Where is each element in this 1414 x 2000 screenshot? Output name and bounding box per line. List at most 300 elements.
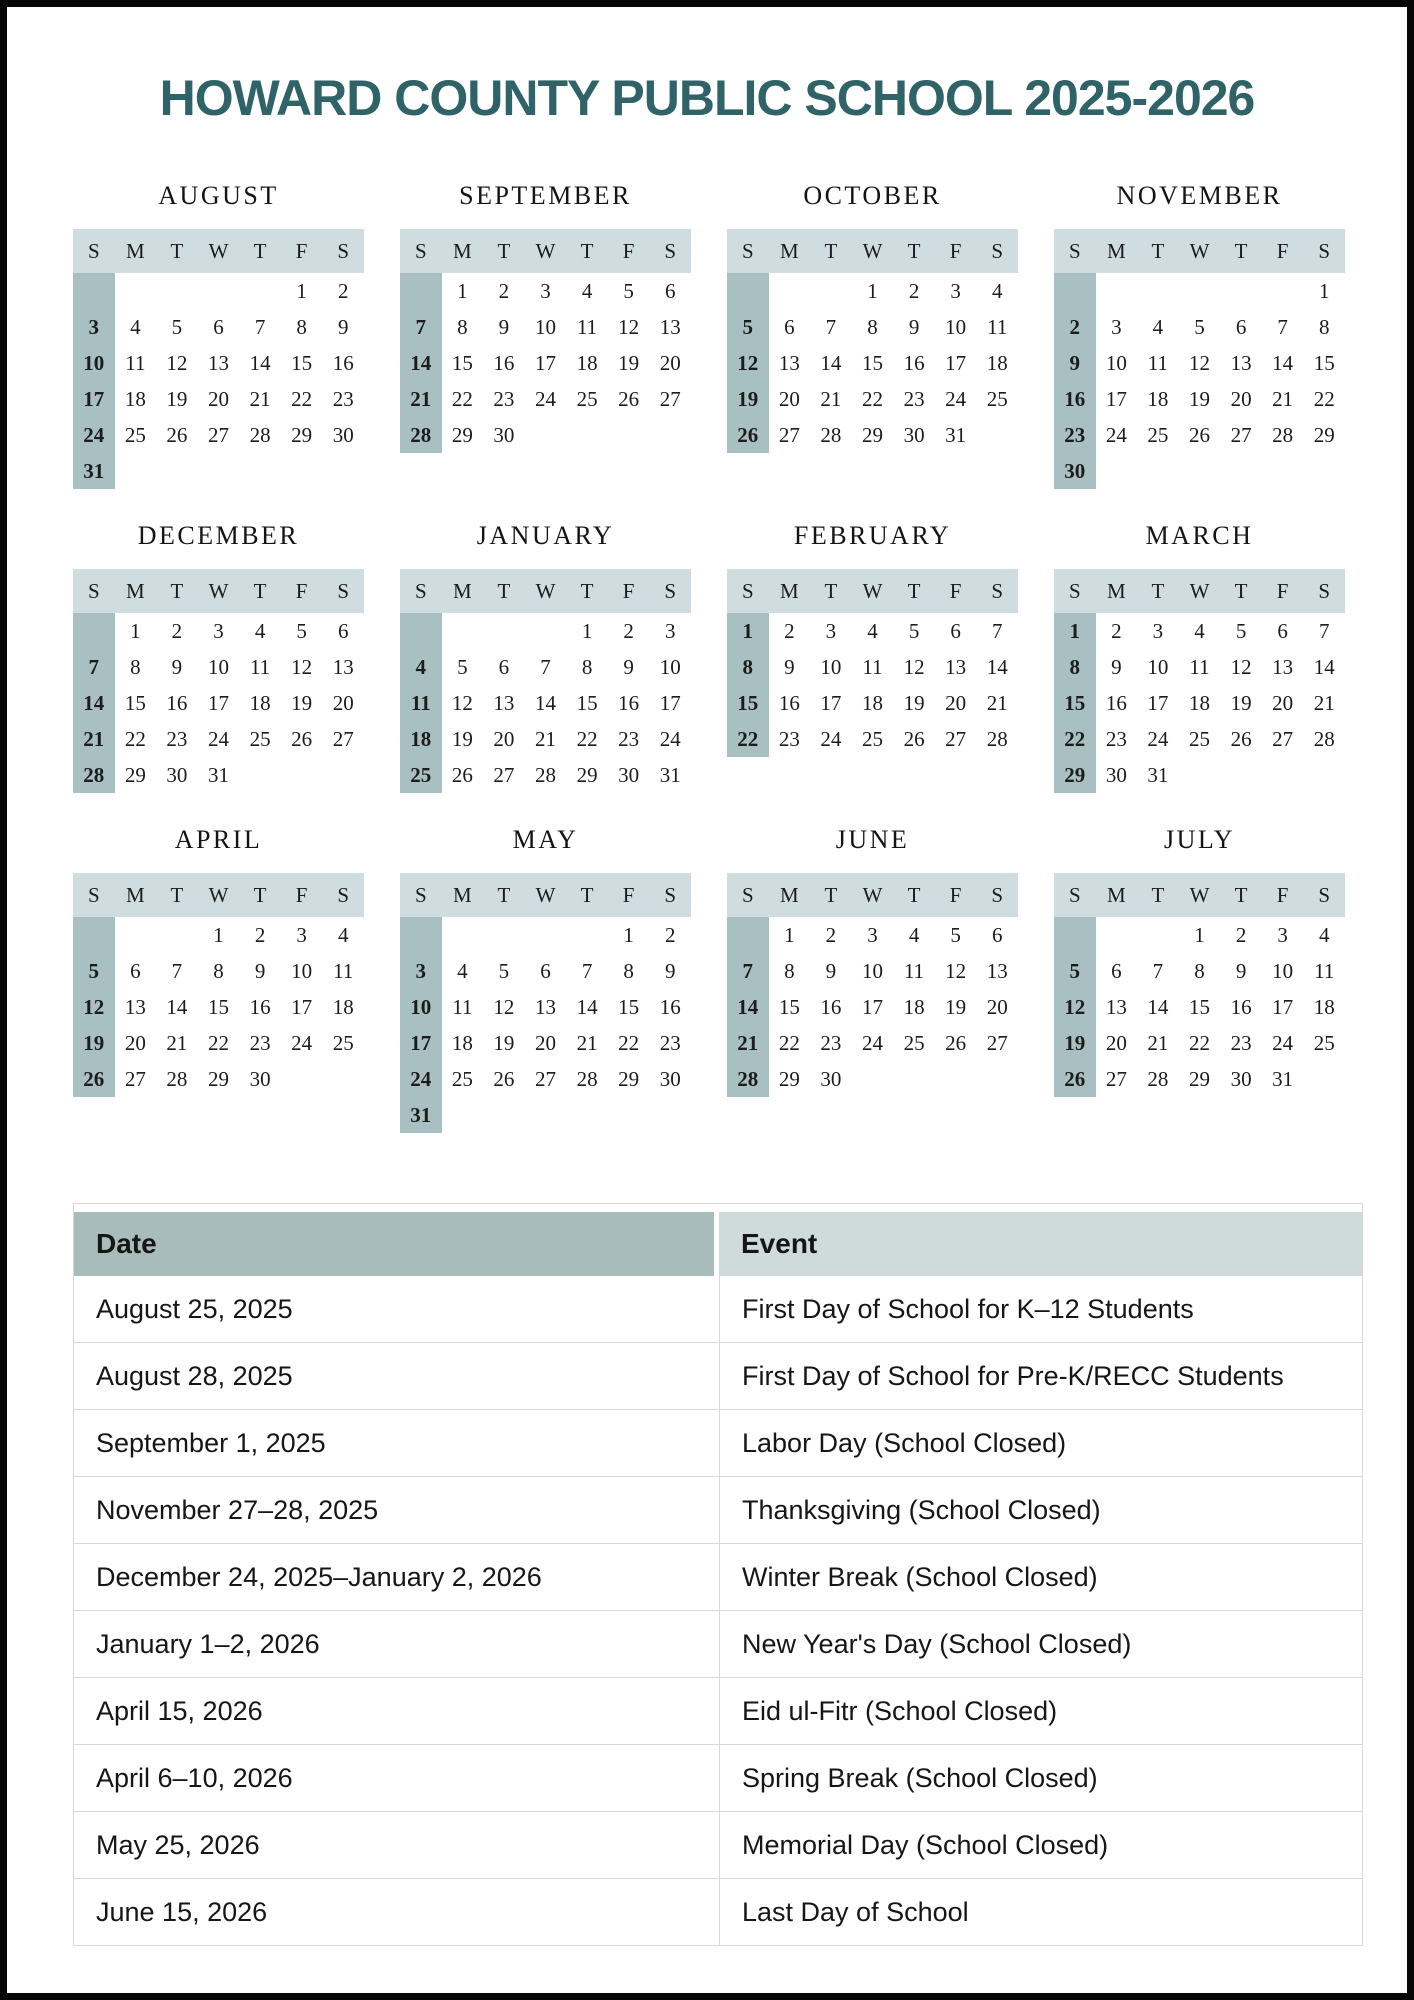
day-cell: 22 bbox=[198, 1025, 240, 1061]
day-cell: 2 bbox=[1220, 917, 1262, 953]
day-cell: 22 bbox=[769, 1025, 811, 1061]
day-cell: 20 bbox=[525, 1025, 567, 1061]
day-cell: 30 bbox=[649, 1061, 691, 1097]
weekday-header-cell: F bbox=[935, 229, 977, 273]
day-cell: 19 bbox=[483, 1025, 525, 1061]
day-cell: 26 bbox=[1179, 417, 1221, 453]
day-cell: 17 bbox=[281, 989, 323, 1025]
day-cell: 16 bbox=[1054, 381, 1096, 417]
month-march bbox=[1054, 519, 1345, 793]
weekday-header-cell: T bbox=[893, 569, 935, 613]
day-cell: 5 bbox=[1054, 953, 1096, 989]
weekday-header-cell: T bbox=[156, 229, 198, 273]
page-title: HOWARD COUNTY PUBLIC SCHOOL 2025-2026 bbox=[159, 70, 1255, 126]
day-cell: 3 bbox=[73, 309, 115, 345]
empty-day-cell bbox=[935, 1061, 977, 1097]
day-cell: 17 bbox=[73, 381, 115, 417]
month-february bbox=[727, 519, 1018, 757]
month-title: APRIL bbox=[174, 825, 263, 854]
day-cell: 27 bbox=[976, 1025, 1018, 1061]
day-cell: 30 bbox=[1096, 757, 1138, 793]
weekday-header-cell: S bbox=[322, 569, 364, 613]
day-cell: 2 bbox=[608, 613, 650, 649]
weekday-header-cell: M bbox=[1096, 873, 1138, 917]
event-row bbox=[74, 1544, 1362, 1611]
empty-day-cell bbox=[483, 917, 525, 953]
day-cell: 19 bbox=[935, 989, 977, 1025]
day-cell: 28 bbox=[1303, 721, 1345, 757]
event-date: November 27–28, 2025 bbox=[96, 1494, 379, 1525]
day-cell: 4 bbox=[1137, 309, 1179, 345]
day-cell: 15 bbox=[1179, 989, 1221, 1025]
day-cell: 15 bbox=[608, 989, 650, 1025]
weekday-header-cell: F bbox=[608, 569, 650, 613]
day-cell: 2 bbox=[239, 917, 281, 953]
day-cell: 19 bbox=[73, 1025, 115, 1061]
day-cell: 31 bbox=[198, 757, 240, 793]
day-cell: 18 bbox=[1137, 381, 1179, 417]
day-cell: 14 bbox=[73, 685, 115, 721]
day-cell: 1 bbox=[1303, 273, 1345, 309]
month-day-grid bbox=[73, 569, 364, 793]
day-cell: 31 bbox=[400, 1097, 442, 1133]
day-cell: 11 bbox=[1137, 345, 1179, 381]
day-cell: 24 bbox=[1262, 1025, 1304, 1061]
empty-day-cell bbox=[198, 273, 240, 309]
event-name: Spring Break (School Closed) bbox=[719, 1745, 1362, 1811]
day-cell: 8 bbox=[281, 309, 323, 345]
weekday-header-cell: T bbox=[239, 873, 281, 917]
month-title: OCTOBER bbox=[803, 181, 942, 210]
day-cell: 16 bbox=[769, 685, 811, 721]
empty-day-cell bbox=[483, 613, 525, 649]
day-cell: 23 bbox=[1054, 417, 1096, 453]
day-cell: 3 bbox=[525, 273, 567, 309]
day-cell: 10 bbox=[73, 345, 115, 381]
day-cell: 3 bbox=[400, 953, 442, 989]
day-cell: 2 bbox=[1054, 309, 1096, 345]
day-cell: 16 bbox=[649, 989, 691, 1025]
empty-day-cell bbox=[608, 1097, 650, 1133]
day-cell: 10 bbox=[281, 953, 323, 989]
weekday-header-cell: T bbox=[810, 873, 852, 917]
weekday-header-cell: M bbox=[769, 569, 811, 613]
day-cell: 7 bbox=[73, 649, 115, 685]
day-cell: 12 bbox=[1179, 345, 1221, 381]
day-cell: 29 bbox=[281, 417, 323, 453]
day-cell: 20 bbox=[115, 1025, 157, 1061]
weekday-header-cell: S bbox=[73, 569, 115, 613]
month-january bbox=[400, 519, 691, 793]
day-cell: 16 bbox=[893, 345, 935, 381]
day-cell: 31 bbox=[1262, 1061, 1304, 1097]
empty-day-cell bbox=[1137, 917, 1179, 953]
day-cell: 17 bbox=[525, 345, 567, 381]
weekday-header-cell: S bbox=[976, 229, 1018, 273]
day-cell: 19 bbox=[1179, 381, 1221, 417]
day-cell: 17 bbox=[400, 1025, 442, 1061]
month-october bbox=[727, 179, 1018, 453]
weekday-header-cell: M bbox=[1096, 569, 1138, 613]
events-table-body bbox=[74, 1276, 1362, 1945]
day-cell: 19 bbox=[281, 685, 323, 721]
weekday-header-cell: T bbox=[810, 229, 852, 273]
day-cell: 23 bbox=[483, 381, 525, 417]
day-cell: 27 bbox=[935, 721, 977, 757]
day-cell: 23 bbox=[322, 381, 364, 417]
weekday-header-cell: S bbox=[73, 229, 115, 273]
day-cell: 19 bbox=[1220, 685, 1262, 721]
day-cell: 13 bbox=[483, 685, 525, 721]
day-cell: 21 bbox=[976, 685, 1018, 721]
weekday-header-cell: M bbox=[115, 229, 157, 273]
day-cell: 24 bbox=[198, 721, 240, 757]
day-cell: 2 bbox=[483, 273, 525, 309]
month-day-grid bbox=[400, 229, 691, 453]
day-cell: 26 bbox=[483, 1061, 525, 1097]
day-cell: 26 bbox=[442, 757, 484, 793]
day-cell: 20 bbox=[1096, 1025, 1138, 1061]
weekday-header-cell: M bbox=[115, 569, 157, 613]
day-cell: 10 bbox=[525, 309, 567, 345]
day-cell: 25 bbox=[1137, 417, 1179, 453]
day-cell: 12 bbox=[1054, 989, 1096, 1025]
day-cell: 15 bbox=[115, 685, 157, 721]
day-cell: 11 bbox=[239, 649, 281, 685]
day-cell: 1 bbox=[566, 613, 608, 649]
day-cell: 11 bbox=[115, 345, 157, 381]
event-date: May 25, 2026 bbox=[96, 1829, 260, 1860]
day-cell: 7 bbox=[810, 309, 852, 345]
empty-day-cell bbox=[239, 453, 281, 489]
day-cell: 8 bbox=[1179, 953, 1221, 989]
day-cell: 30 bbox=[608, 757, 650, 793]
day-cell: 29 bbox=[769, 1061, 811, 1097]
day-cell: 15 bbox=[852, 345, 894, 381]
day-cell: 13 bbox=[1220, 345, 1262, 381]
day-cell: 9 bbox=[1220, 953, 1262, 989]
months-grid bbox=[73, 179, 1345, 1133]
day-cell: 8 bbox=[769, 953, 811, 989]
day-cell: 24 bbox=[1137, 721, 1179, 757]
day-cell: 17 bbox=[935, 345, 977, 381]
day-cell: 8 bbox=[1303, 309, 1345, 345]
day-cell: 10 bbox=[1262, 953, 1304, 989]
day-cell: 28 bbox=[810, 417, 852, 453]
day-cell: 21 bbox=[810, 381, 852, 417]
weekday-header-cell: S bbox=[976, 873, 1018, 917]
day-cell: 2 bbox=[769, 613, 811, 649]
weekday-header-cell: M bbox=[442, 569, 484, 613]
weekday-header-cell: T bbox=[239, 569, 281, 613]
day-cell: 7 bbox=[727, 953, 769, 989]
day-cell: 22 bbox=[281, 381, 323, 417]
empty-day-cell bbox=[525, 613, 567, 649]
weekday-header-cell: S bbox=[649, 873, 691, 917]
weekday-header-cell: F bbox=[1262, 229, 1304, 273]
weekday-header-cell: T bbox=[566, 229, 608, 273]
day-cell: 11 bbox=[1303, 953, 1345, 989]
weekday-header-cell: S bbox=[400, 569, 442, 613]
empty-day-cell bbox=[281, 757, 323, 793]
events-table bbox=[73, 1203, 1363, 1946]
empty-day-cell bbox=[156, 273, 198, 309]
weekday-header-cell: T bbox=[1137, 569, 1179, 613]
event-name: Winter Break (School Closed) bbox=[719, 1544, 1362, 1610]
empty-day-cell bbox=[1262, 273, 1304, 309]
day-cell: 13 bbox=[935, 649, 977, 685]
day-cell: 21 bbox=[239, 381, 281, 417]
weekday-header-cell: S bbox=[976, 569, 1018, 613]
empty-day-cell bbox=[727, 273, 769, 309]
day-cell: 30 bbox=[1054, 453, 1096, 489]
weekday-header-cell: T bbox=[1220, 873, 1262, 917]
day-cell: 5 bbox=[727, 309, 769, 345]
day-cell: 27 bbox=[769, 417, 811, 453]
day-cell: 14 bbox=[156, 989, 198, 1025]
month-title: JUNE bbox=[835, 825, 910, 854]
month-day-grid bbox=[1054, 229, 1345, 489]
day-cell: 25 bbox=[976, 381, 1018, 417]
day-cell: 12 bbox=[1220, 649, 1262, 685]
day-cell: 12 bbox=[935, 953, 977, 989]
weekday-header-cell: T bbox=[1137, 229, 1179, 273]
day-cell: 22 bbox=[1303, 381, 1345, 417]
empty-day-cell bbox=[727, 917, 769, 953]
day-cell: 18 bbox=[400, 721, 442, 757]
day-cell: 30 bbox=[322, 417, 364, 453]
weekday-header-cell: W bbox=[852, 569, 894, 613]
month-title: JULY bbox=[1164, 825, 1235, 854]
day-cell: 21 bbox=[525, 721, 567, 757]
day-cell: 27 bbox=[198, 417, 240, 453]
weekday-header-cell: W bbox=[525, 229, 567, 273]
empty-day-cell bbox=[73, 273, 115, 309]
event-row bbox=[74, 1276, 1362, 1343]
weekday-header-cell: T bbox=[483, 229, 525, 273]
day-cell: 1 bbox=[1179, 917, 1221, 953]
day-cell: 14 bbox=[1303, 649, 1345, 685]
day-cell: 20 bbox=[769, 381, 811, 417]
month-day-grid bbox=[727, 229, 1018, 453]
day-cell: 12 bbox=[281, 649, 323, 685]
empty-day-cell bbox=[852, 1061, 894, 1097]
weekday-header-cell: F bbox=[935, 873, 977, 917]
day-cell: 2 bbox=[156, 613, 198, 649]
day-cell: 2 bbox=[322, 273, 364, 309]
day-cell: 27 bbox=[1220, 417, 1262, 453]
day-cell: 24 bbox=[73, 417, 115, 453]
day-cell: 4 bbox=[1179, 613, 1221, 649]
day-cell: 9 bbox=[608, 649, 650, 685]
day-cell: 2 bbox=[810, 917, 852, 953]
month-day-grid bbox=[400, 873, 691, 1133]
day-cell: 7 bbox=[400, 309, 442, 345]
empty-day-cell bbox=[649, 1097, 691, 1133]
day-cell: 30 bbox=[1220, 1061, 1262, 1097]
events-table-header bbox=[74, 1212, 1362, 1276]
day-cell: 20 bbox=[483, 721, 525, 757]
day-cell: 16 bbox=[156, 685, 198, 721]
empty-day-cell bbox=[281, 453, 323, 489]
day-cell: 19 bbox=[893, 685, 935, 721]
empty-day-cell bbox=[1054, 917, 1096, 953]
day-cell: 30 bbox=[893, 417, 935, 453]
day-cell: 11 bbox=[1179, 649, 1221, 685]
day-cell: 28 bbox=[525, 757, 567, 793]
day-cell: 9 bbox=[1096, 649, 1138, 685]
day-cell: 2 bbox=[1096, 613, 1138, 649]
day-cell: 26 bbox=[156, 417, 198, 453]
day-cell: 29 bbox=[115, 757, 157, 793]
weekday-header-cell: W bbox=[198, 873, 240, 917]
weekday-header-cell: F bbox=[1262, 569, 1304, 613]
empty-day-cell bbox=[239, 273, 281, 309]
day-cell: 2 bbox=[893, 273, 935, 309]
weekday-header-cell: M bbox=[1096, 229, 1138, 273]
day-cell: 25 bbox=[1303, 1025, 1345, 1061]
day-cell: 15 bbox=[727, 685, 769, 721]
month-day-grid bbox=[1054, 873, 1345, 1097]
day-cell: 15 bbox=[281, 345, 323, 381]
event-row bbox=[74, 1343, 1362, 1410]
day-cell: 26 bbox=[935, 1025, 977, 1061]
event-date: September 1, 2025 bbox=[96, 1427, 326, 1458]
day-cell: 8 bbox=[1054, 649, 1096, 685]
day-cell: 15 bbox=[198, 989, 240, 1025]
weekday-header-cell: M bbox=[442, 873, 484, 917]
day-cell: 14 bbox=[727, 989, 769, 1025]
day-cell: 25 bbox=[115, 417, 157, 453]
day-cell: 27 bbox=[115, 1061, 157, 1097]
day-cell: 26 bbox=[1220, 721, 1262, 757]
day-cell: 28 bbox=[976, 721, 1018, 757]
weekday-header-cell: T bbox=[1220, 569, 1262, 613]
day-cell: 28 bbox=[1137, 1061, 1179, 1097]
event-row bbox=[74, 1410, 1362, 1477]
day-cell: 3 bbox=[281, 917, 323, 953]
day-cell: 8 bbox=[566, 649, 608, 685]
day-cell: 6 bbox=[1096, 953, 1138, 989]
empty-day-cell bbox=[483, 1097, 525, 1133]
day-cell: 5 bbox=[893, 613, 935, 649]
day-cell: 3 bbox=[852, 917, 894, 953]
day-cell: 12 bbox=[483, 989, 525, 1025]
day-cell: 1 bbox=[442, 273, 484, 309]
day-cell: 31 bbox=[649, 757, 691, 793]
day-cell: 10 bbox=[852, 953, 894, 989]
day-cell: 4 bbox=[400, 649, 442, 685]
day-cell: 26 bbox=[893, 721, 935, 757]
day-cell: 1 bbox=[608, 917, 650, 953]
event-name: Memorial Day (School Closed) bbox=[719, 1812, 1362, 1878]
day-cell: 20 bbox=[322, 685, 364, 721]
day-cell: 25 bbox=[893, 1025, 935, 1061]
day-cell: 7 bbox=[976, 613, 1018, 649]
day-cell: 4 bbox=[1303, 917, 1345, 953]
day-cell: 28 bbox=[400, 417, 442, 453]
day-cell: 29 bbox=[442, 417, 484, 453]
day-cell: 31 bbox=[935, 417, 977, 453]
day-cell: 16 bbox=[1096, 685, 1138, 721]
empty-day-cell bbox=[400, 273, 442, 309]
event-name: Thanksgiving (School Closed) bbox=[719, 1477, 1362, 1543]
day-cell: 2 bbox=[649, 917, 691, 953]
day-cell: 9 bbox=[810, 953, 852, 989]
day-cell: 10 bbox=[935, 309, 977, 345]
day-cell: 22 bbox=[1179, 1025, 1221, 1061]
month-day-grid bbox=[73, 873, 364, 1097]
day-cell: 4 bbox=[442, 953, 484, 989]
empty-day-cell bbox=[525, 417, 567, 453]
day-cell: 28 bbox=[156, 1061, 198, 1097]
day-cell: 11 bbox=[976, 309, 1018, 345]
day-cell: 8 bbox=[608, 953, 650, 989]
weekday-header-cell: F bbox=[1262, 873, 1304, 917]
day-cell: 29 bbox=[566, 757, 608, 793]
empty-day-cell bbox=[1179, 453, 1221, 489]
day-cell: 17 bbox=[198, 685, 240, 721]
day-cell: 24 bbox=[935, 381, 977, 417]
day-cell: 9 bbox=[239, 953, 281, 989]
day-cell: 12 bbox=[156, 345, 198, 381]
empty-day-cell bbox=[1262, 453, 1304, 489]
empty-day-cell bbox=[1303, 1061, 1345, 1097]
weekday-header-cell: T bbox=[566, 569, 608, 613]
day-cell: 5 bbox=[1179, 309, 1221, 345]
event-row bbox=[74, 1477, 1362, 1544]
day-cell: 1 bbox=[727, 613, 769, 649]
day-cell: 17 bbox=[1096, 381, 1138, 417]
day-cell: 20 bbox=[1262, 685, 1304, 721]
day-cell: 27 bbox=[525, 1061, 567, 1097]
day-cell: 6 bbox=[935, 613, 977, 649]
month-day-grid bbox=[400, 569, 691, 793]
day-cell: 1 bbox=[769, 917, 811, 953]
day-cell: 3 bbox=[1262, 917, 1304, 953]
month-august bbox=[73, 179, 364, 489]
day-cell: 20 bbox=[1220, 381, 1262, 417]
event-row bbox=[74, 1812, 1362, 1879]
day-cell: 24 bbox=[1096, 417, 1138, 453]
day-cell: 6 bbox=[1220, 309, 1262, 345]
day-cell: 22 bbox=[442, 381, 484, 417]
day-cell: 7 bbox=[566, 953, 608, 989]
event-row bbox=[74, 1879, 1362, 1945]
weekday-header-cell: M bbox=[115, 873, 157, 917]
day-cell: 10 bbox=[810, 649, 852, 685]
event-name: First Day of School for Pre-K/RECC Students bbox=[719, 1343, 1362, 1409]
day-cell: 14 bbox=[566, 989, 608, 1025]
day-cell: 8 bbox=[442, 309, 484, 345]
day-cell: 6 bbox=[769, 309, 811, 345]
day-cell: 18 bbox=[893, 989, 935, 1025]
day-cell: 22 bbox=[566, 721, 608, 757]
weekday-header-cell: T bbox=[156, 569, 198, 613]
day-cell: 26 bbox=[727, 417, 769, 453]
day-cell: 26 bbox=[281, 721, 323, 757]
day-cell: 15 bbox=[1303, 345, 1345, 381]
empty-day-cell bbox=[1096, 453, 1138, 489]
empty-day-cell bbox=[810, 273, 852, 309]
weekday-header-cell: S bbox=[400, 229, 442, 273]
month-day-grid bbox=[727, 569, 1018, 757]
weekday-header-cell: M bbox=[769, 873, 811, 917]
event-date: June 15, 2026 bbox=[96, 1896, 268, 1927]
empty-day-cell bbox=[976, 1061, 1018, 1097]
event-date: August 28, 2025 bbox=[96, 1360, 293, 1391]
day-cell: 14 bbox=[525, 685, 567, 721]
